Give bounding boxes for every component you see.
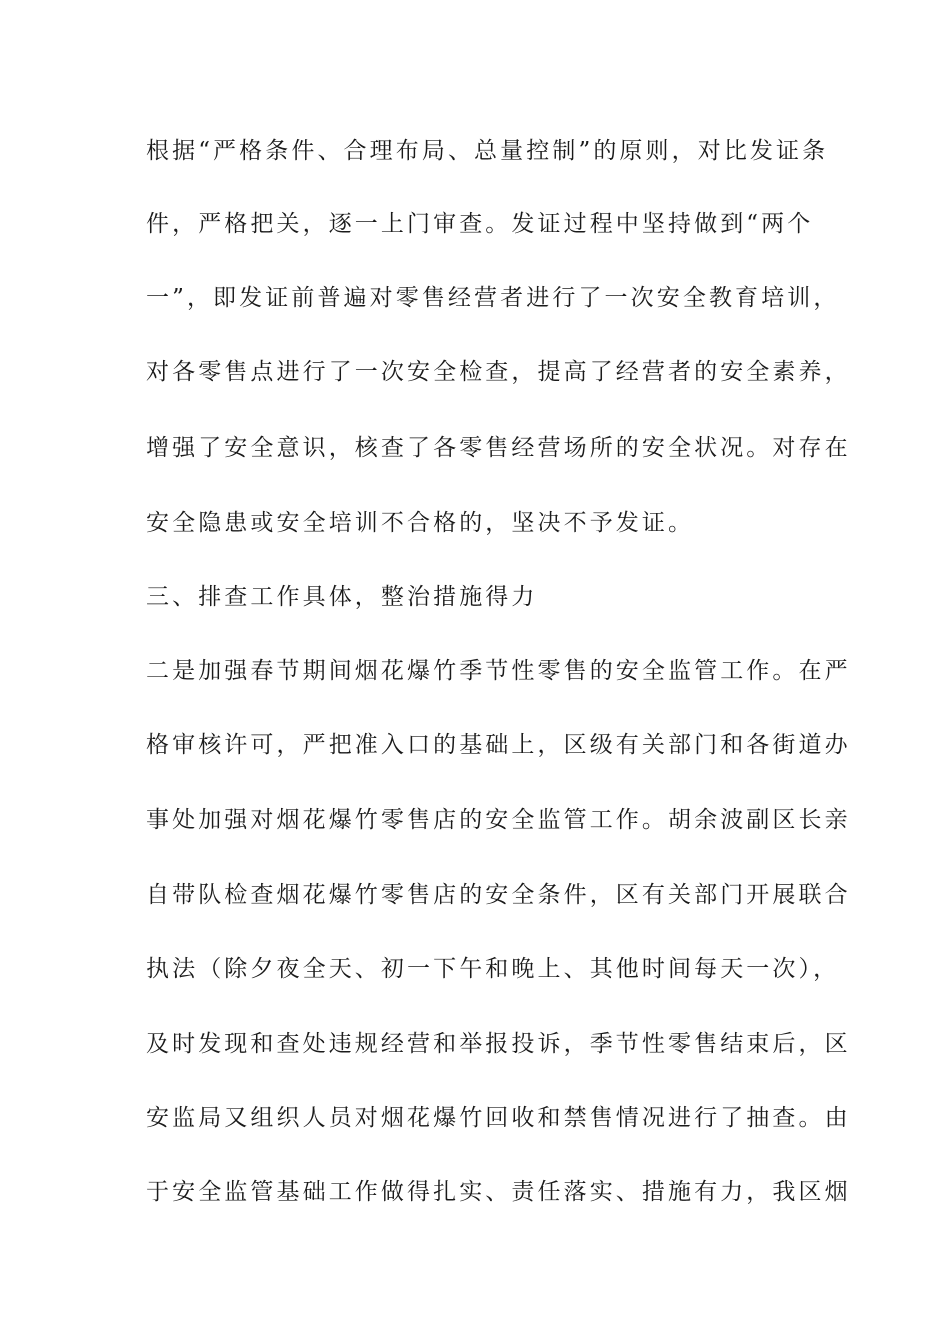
text-line: 于安全监管基础工作做得扎实、责任落实、措施有力，我区烟 [146, 1179, 851, 1205]
text-line: 执法（除夕夜全天、初一下午和晚上、其他时间每天一次）， [146, 956, 840, 982]
text-line: 安监局又组织人员对烟花爆竹回收和禁售情况进行了抽查。由 [146, 1105, 851, 1131]
section-heading: 三、排查工作具体，整治措施得力 [146, 584, 538, 610]
text-line: 格审核许可，严把准入口的基础上，区级有关部门和各街道办 [146, 732, 851, 758]
text-line: 根据“严格条件、合理布局、总量控制”的原则，对比发证条 [146, 138, 829, 164]
text-line: 二是加强春节期间烟花爆竹季节性零售的安全监管工作。在严 [146, 658, 851, 684]
text-line: 件，严格把关，逐一上门审查。发证过程中坚持做到“两个 [146, 211, 814, 237]
text-line: 自带队检查烟花爆竹零售店的安全条件，区有关部门开展联合 [146, 882, 851, 908]
text-line: 增强了安全意识，核查了各零售经营场所的安全状况。对存在 [146, 435, 851, 461]
text-line: 事处加强对烟花爆竹零售店的安全监管工作。胡余波副区长亲 [146, 807, 851, 833]
text-line: 一”，即发证前普遍对零售经营者进行了一次安全教育培训， [146, 285, 840, 311]
text-line: 及时发现和查处违规经营和举报投诉，季节性零售结束后，区 [146, 1031, 851, 1057]
text-line: 对各零售点进行了一次安全检查，提高了经营者的安全素养， [146, 359, 851, 385]
text-line: 安全隐患或安全培训不合格的，坚决不予发证。 [146, 510, 695, 536]
